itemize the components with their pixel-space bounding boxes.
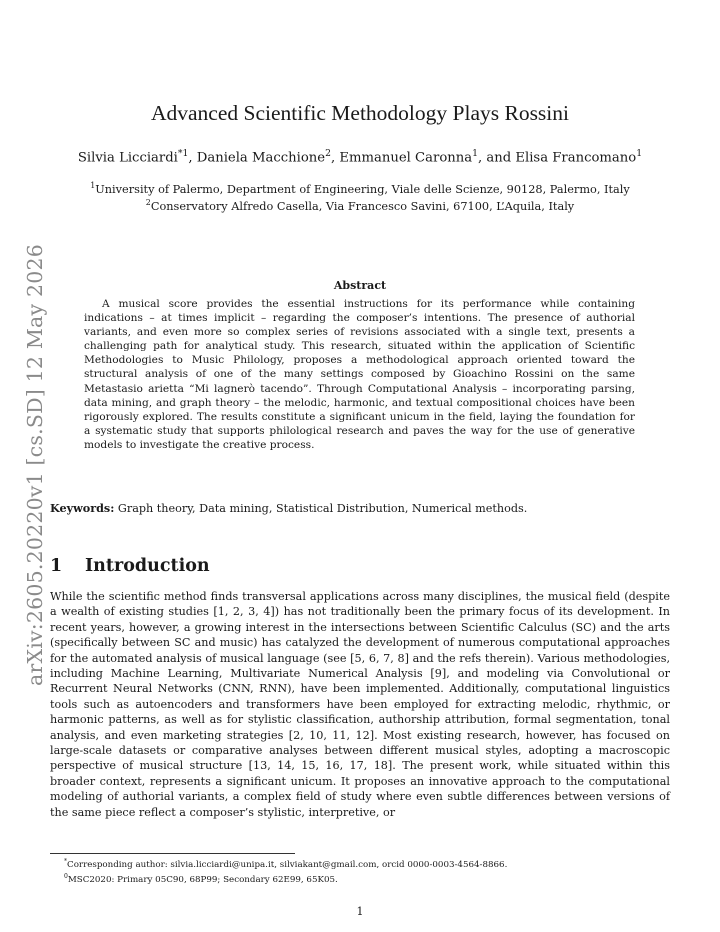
section-number: 1	[50, 556, 63, 576]
author-marker: *1	[177, 148, 189, 159]
keywords-text: Graph theory, Data mining, Statistical Distribution, Numerical methods.	[117, 502, 528, 515]
page-number: 1	[356, 905, 364, 918]
abstract-heading: Abstract	[333, 279, 387, 292]
footnote-text: MSC2020: Primary 05C90, 68P99; Secondary 62E99, 65K05.	[67, 874, 338, 885]
footnote-marker: *	[64, 858, 68, 865]
author-name: Emmanuel Caronna	[339, 150, 473, 166]
author-marker: 1	[636, 148, 643, 159]
affiliation-text: University of Palermo, Department of Engineering, Viale delle Scienze, 90128, Palermo, Italy	[95, 182, 630, 196]
section-body: While the scientific method finds transversal applications across many disciplines, the musical field (despite a wealth of existing studies [1, 2, 3, 4]) has not traditionally been the primary focus of its development. In recent years, however, a growing interest in the intersections between Scientific Calculus (SC) and the arts (specifically between SC and music) has catalyzed the development of numerous computational approaches for the automated analysis of musical language (see [5, 6, 7, 8] and the refs therein). Various methodologies, including Machine Learning, Multivariate Numerical Analysis [9], and modeling via Convolutional or Recurrent Neural Networks (CNN, RNN), have been implemented. Additionally, computational linguistics tools such as autoencoders and transformers have been employed for extracting melodic, rhythmic, or harmonic patterns, as well as for stylistic classification, authorship attribution, formal segmentation, tonal analysis, and even marketing strategies [2, 10, 11, 12]. Most existing research, however, has focused on large-scale datasets or comparative analyses between different musical styles, adopting a macroscopic perspective of musical structure [13, 14, 15, 16, 17, 18]. The present work, while situated within this broader context, represents a significant unicum. It proposes an innovative approach to the computational modeling of authorial variants, a complex field of study where even subtle differences between versions of the same piece reflect a composer’s stylistic, interpretive, or	[50, 590, 670, 819]
keywords	[50, 501, 670, 515]
affiliation-text: Conservatory Alfredo Casella, Via Francesco Savini, 67100, L’Aquila, Italy	[150, 199, 575, 213]
author-marker: 2	[325, 148, 331, 159]
affiliation-marker: 1	[90, 181, 96, 190]
footnote	[64, 873, 338, 885]
arxiv-identifier: arXiv:2605.20220v1 [cs.SD] 12 May 2026	[23, 244, 47, 686]
footnote-text: Corresponding author: silvia.licciardi@unipa.it, silviakant@gmail.com, orcid 0000-0003-4564-8866.	[67, 859, 508, 870]
footnote-marker: 0	[64, 873, 68, 880]
author-list: Silvia Licciardi$^{*1}$, Daniela Macchione$^2$, Emmanuel Caronna$^1$, and Elisa Francomano$^1$	[77, 148, 643, 166]
section-heading	[50, 556, 210, 576]
footnote-rule	[50, 853, 295, 854]
paper-title: Advanced Scientific Methodology Plays Rossini	[150, 101, 569, 125]
author-name: Daniela Macchione	[196, 150, 326, 166]
author-name: Elisa Francomano	[515, 150, 637, 166]
footnote	[64, 858, 507, 870]
keywords-label: Keywords:	[50, 501, 115, 515]
affiliation-marker: 2	[145, 198, 151, 207]
section-title: Introduction	[85, 556, 210, 576]
abstract-text: A musical score provides the essential instructions for its performance while containing indications – at times implicit – regarding the composer’s intentions. The presence of authorial variants, and even more so complex series of revisions associated with a single text, presents a challenging path for analytical study. This research, situated within the application of Scientific Methodologies to Music Philology, proposes a methodological approach oriented toward the structural analysis of one of the many settings composed by Gioachino Rossini on the same Metastasio arietta “Mi lagnerò tacendo”. Through Computational Analysis – incorporating parsing, data mining, and graph theory – the melodic, harmonic, and textual compositional choices have been rigorously explored. The results constitute a significant unicum in the field, laying the foundation for a systematic study that supports philological research and paves the way for the use of generative models to investigate the creative process.	[84, 298, 635, 451]
affiliation	[0, 181, 720, 196]
author-marker: 1	[472, 148, 478, 159]
author-name: Silvia Licciardi	[77, 150, 178, 166]
affiliation	[0, 198, 720, 213]
